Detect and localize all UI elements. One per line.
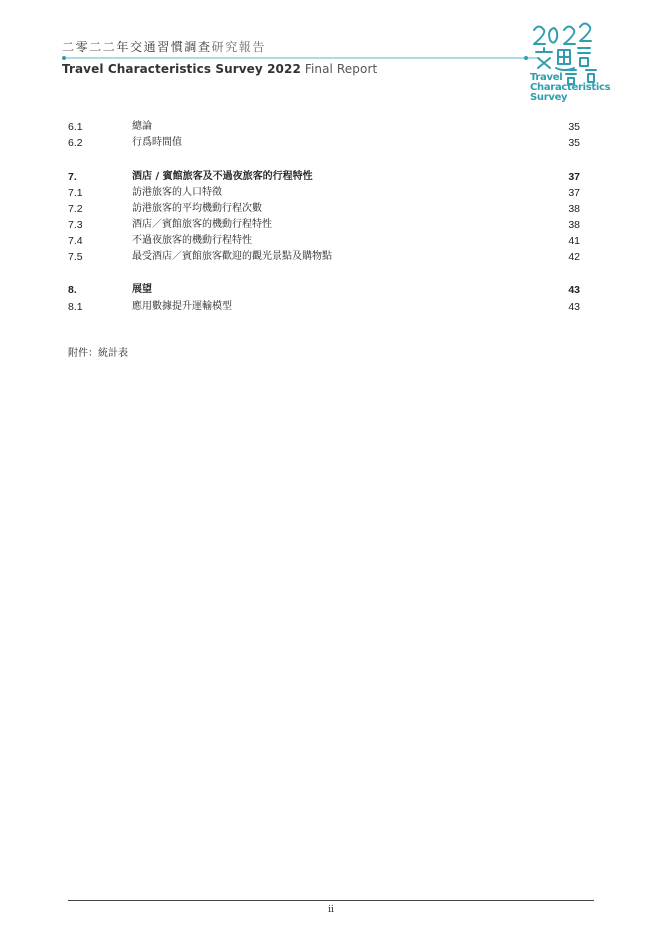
toc-page: 38 — [568, 203, 580, 215]
logo-line-3: Survey — [530, 92, 568, 103]
toc-number: 7.2 — [68, 203, 83, 215]
toc-row[interactable] — [68, 186, 580, 200]
toc-title: 應用數據提升運輸模型 — [132, 301, 232, 312]
logo-text — [530, 73, 610, 103]
toc-title: 酒店 / 賓館旅客及不過夜旅客的行程特性 — [132, 171, 313, 182]
toc-row[interactable] — [68, 202, 580, 216]
toc-page: 35 — [568, 137, 580, 149]
page-number: ii — [328, 905, 334, 915]
toc-number: 7. — [68, 171, 77, 183]
toc-chapter-row[interactable] — [68, 170, 580, 184]
toc-title: 展望 — [132, 284, 152, 295]
toc-page: 37 — [568, 171, 580, 183]
toc-row[interactable] — [68, 218, 580, 232]
toc-title: 訪港旅客的平均機動行程次數 — [132, 203, 262, 214]
toc-row[interactable] — [68, 250, 580, 264]
toc-number: 7.3 — [68, 219, 83, 231]
toc-page: 37 — [568, 187, 580, 199]
toc-number: 8.1 — [68, 301, 83, 313]
toc-page: 38 — [568, 219, 580, 231]
appendix-entry[interactable]: 附件：統計表 — [68, 348, 128, 359]
toc-chapter-row[interactable] — [68, 283, 580, 297]
title-zh-light: 研究報告 — [211, 40, 267, 54]
toc-number: 7.5 — [68, 251, 83, 263]
toc-title: 酒店／賓館旅客的機動行程特性 — [132, 219, 272, 230]
toc-title: 行爲時間值 — [132, 137, 182, 148]
toc-row[interactable] — [68, 136, 580, 150]
toc-number: 6.1 — [68, 121, 83, 133]
toc-row[interactable] — [68, 300, 580, 314]
toc-title: 訪港旅客的人口特徵 — [132, 187, 222, 198]
title-en-bold: Travel Characteristics Survey 2022 — [62, 62, 301, 76]
toc-title: 不過夜旅客的機動行程特性 — [132, 235, 252, 246]
toc-number: 7.4 — [68, 235, 83, 247]
report-title-chinese — [62, 38, 266, 55]
toc-title: 總論 — [132, 121, 152, 132]
toc-row[interactable] — [68, 234, 580, 248]
toc-row[interactable] — [68, 120, 580, 134]
toc-number: 6.2 — [68, 137, 83, 149]
logo-line-1: Travel — [530, 72, 563, 83]
toc-title: 最受酒店／賓館旅客歡迎的觀光景點及購物點 — [132, 251, 332, 262]
logo-line-2: Characteristics — [530, 82, 611, 93]
toc-page: 35 — [568, 121, 580, 133]
title-en-light: Final Report — [304, 62, 378, 76]
toc-number: 8. — [68, 284, 77, 296]
toc-page: 43 — [568, 301, 580, 313]
toc-page: 41 — [568, 235, 580, 247]
toc-page: 43 — [568, 284, 580, 296]
toc-number: 7.1 — [68, 187, 83, 199]
header-rule — [62, 56, 542, 60]
toc-page: 42 — [568, 251, 580, 263]
footer-rule — [68, 900, 594, 901]
report-title-english — [62, 62, 377, 76]
title-zh-bold: 二零二二年交通習慣調查 — [62, 40, 212, 54]
